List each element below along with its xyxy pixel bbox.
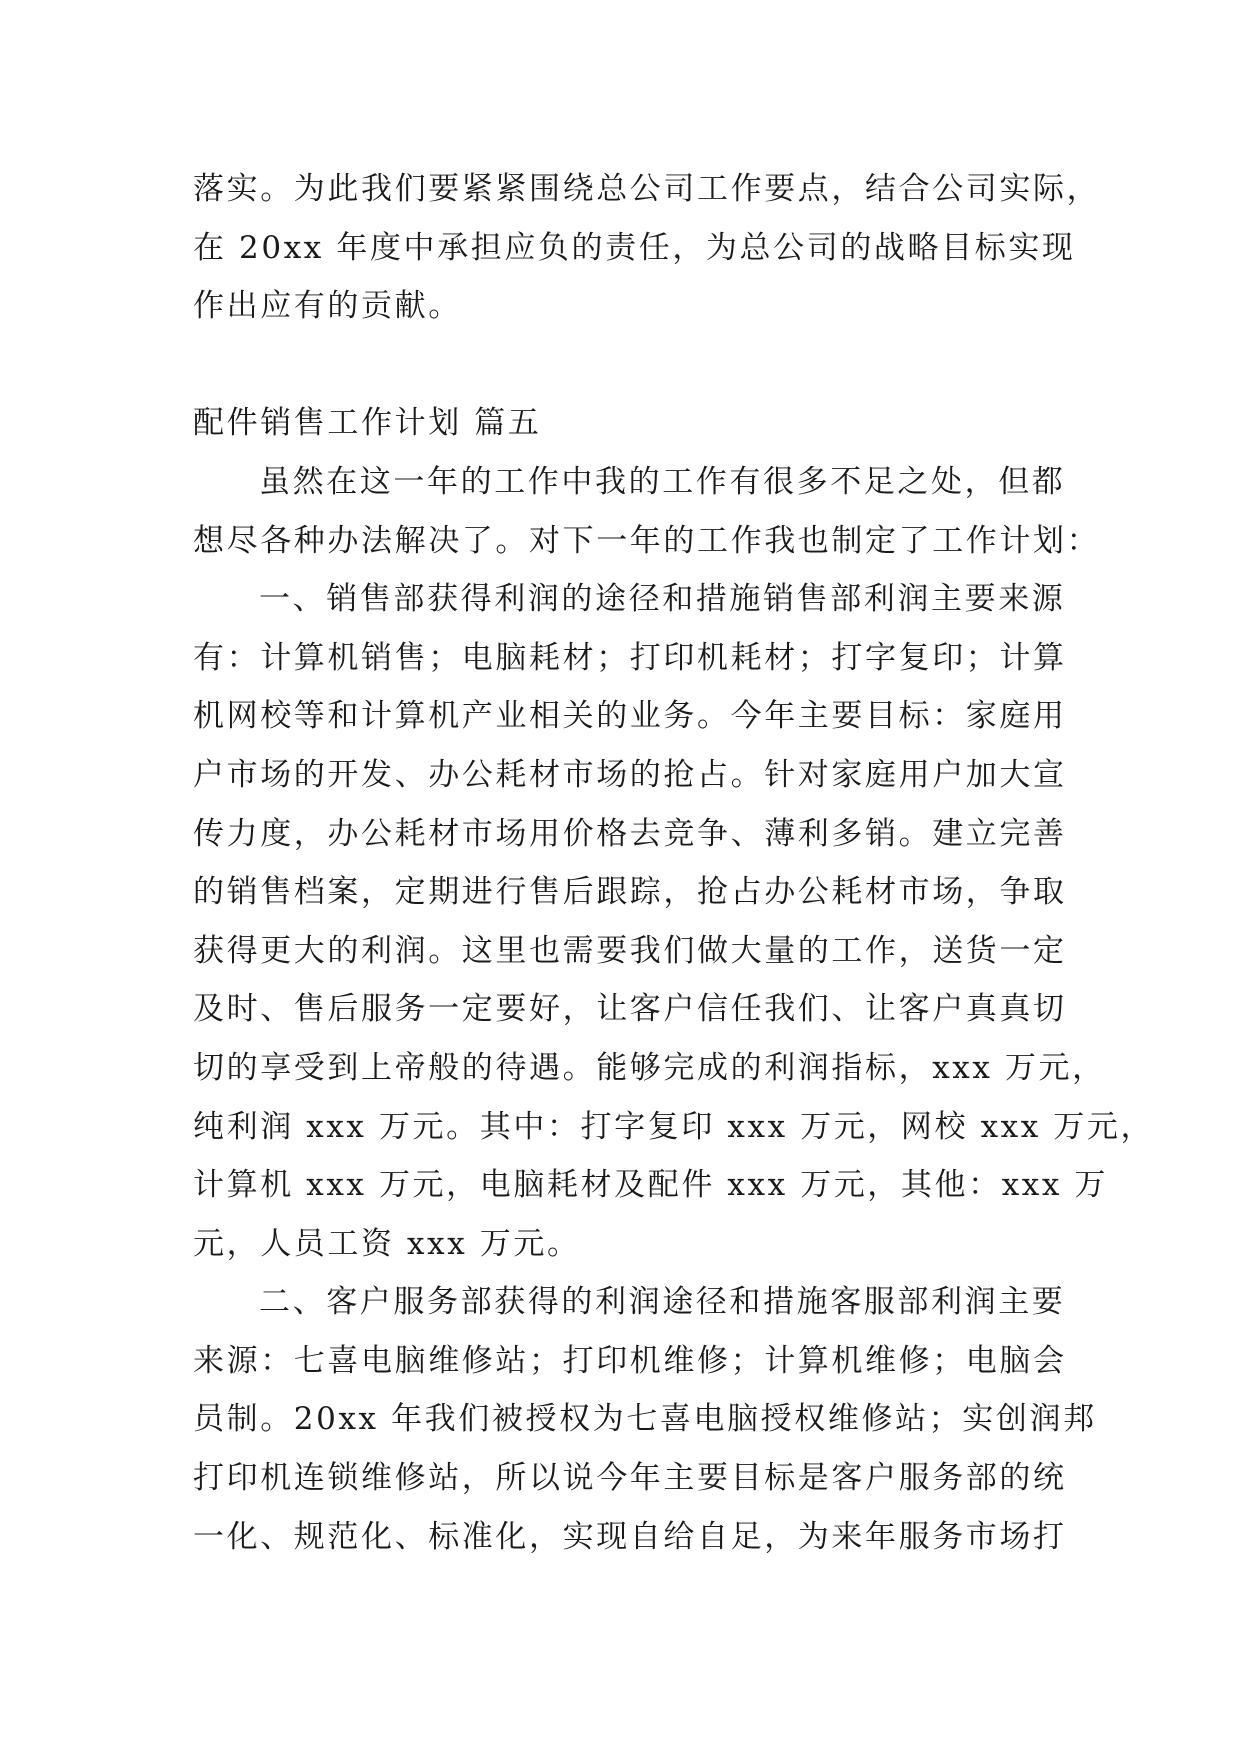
text-line: 纯利润 xxx 万元。其中：打字复印 xxx 万元，网校 xxx 万元， [193,1108,1155,1145]
text-line: 切的享受到上帝般的待遇。能够完成的利润指标，xxx 万元， [193,1049,1106,1086]
document-body [193,160,1155,1566]
text-line: 一化、规范化、标准化，实现自给自足，为来年服务市场打 [193,1518,1067,1555]
text-line: 计算机 xxx 万元，电脑耗材及配件 xxx 万元，其他：xxx 万 [193,1167,1109,1204]
text-line: 落实。为此我们要紧紧围绕总公司工作要点，结合公司实际， [193,171,1101,207]
text-line: 作出应有的贡献。 [193,288,462,325]
text-line: 二、客户服务部获得的利润途径和措施客服部利润主要 [259,1284,1066,1321]
text-line: 虽然在这一年的工作中我的工作有很多不足之处，但都 [259,463,1066,500]
text-line: 有：计算机销售；电脑耗材；打印机耗材；打字复印；计算 [193,639,1067,676]
text-line: 想尽各种办法解决了。对下一年的工作我也制定了工作计划： [193,522,1101,559]
text-line: 获得更大的利润。这里也需要我们做大量的工作，送货一定 [193,932,1067,969]
text-line: 来源：七喜电脑维修站；打印机维修；计算机维修；电脑会 [193,1342,1067,1379]
text-line: 元，人员工资 xxx 万元。 [193,1225,581,1262]
text-line: 打印机连锁维修站，所以说今年主要目标是客户服务部的统 [193,1460,1067,1497]
paragraph-3 [193,1273,1097,1566]
text-line: 机网校等和计算机产业相关的业务。今年主要目标：家庭用 [193,698,1067,735]
text-line: 在 20xx 年度中承担应负的责任，为总公司的战略目标实现 [193,229,1076,266]
paragraph-gap [193,336,1053,395]
text-line: 的销售档案，定期进行售后跟踪，抢占办公耗材市场，争取 [193,874,1067,911]
text-line: 员制。20xx 年我们被授权为七喜电脑授权维修站；实创润邦 [193,1401,1097,1438]
intro-paragraph [193,160,1101,336]
text-line: 传力度，办公耗材市场用价格去竞争、薄利多销。建立完善 [193,815,1067,852]
text-line: 户市场的开发、办公耗材市场的抢占。针对家庭用户加大宣 [193,756,1067,793]
section-heading: 配件销售工作计划 篇五 [193,405,542,442]
paragraph-1 [193,453,1101,570]
text-line: 一、销售部获得利润的途径和措施销售部利润主要来源 [259,581,1066,618]
paragraph-2 [193,570,1155,1273]
text-line: 及时、售后服务一定要好，让客户信任我们、让客户真真切 [193,991,1067,1028]
